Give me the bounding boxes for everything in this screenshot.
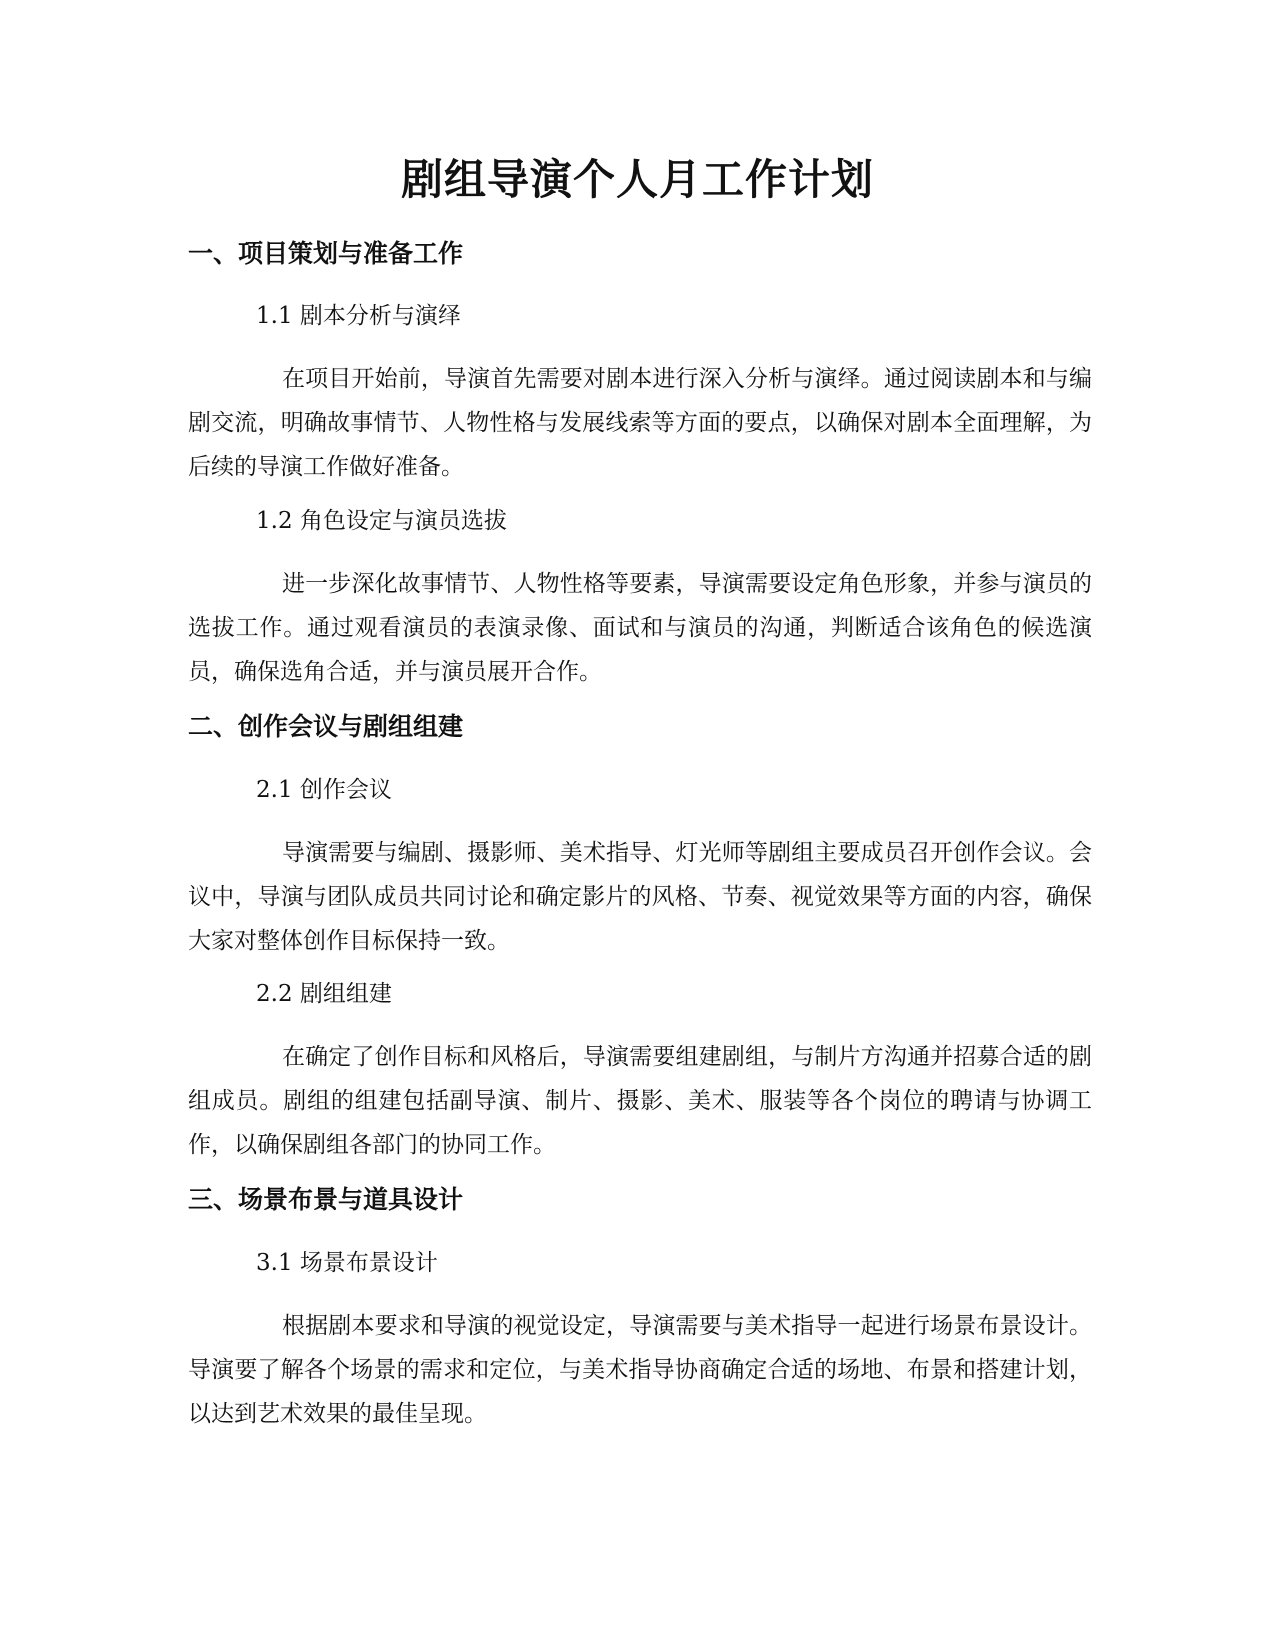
paragraph-1-1: 在项目开始前，导演首先需要对剧本进行深入分析与演绎。通过阅读剧本和与编剧交流，明确故事情节、人物性格与发展线索等方面的要点，以确保对剧本全面理解，为后续的导演工作做好准备。 — [188, 366, 1092, 480]
paragraph-1-2: 进一步深化故事情节、人物性格等要素，导演需要设定角色形象，并参与演员的选拔工作。通过观看演员的表演录像、面试和与演员的沟通，判断适合该角色的候选演员，确保选角合适，并与演员展开合作。 — [188, 571, 1092, 685]
subsection-heading-1-1: 1.1 剧本分析与演绎 — [256, 303, 461, 329]
section-heading-1: 一、项目策划与准备工作 — [188, 239, 464, 268]
paragraph-2-1: 导演需要与编剧、摄影师、美术指导、灯光师等剧组主要成员召开创作会议。会议中，导演与团队成员共同讨论和确定影片的风格、节奏、视觉效果等方面的内容，确保大家对整体创作目标保持一致。 — [188, 840, 1092, 954]
subsection-heading-2-1: 2.1 创作会议 — [256, 777, 392, 803]
subsection-heading-2-2: 2.2 剧组组建 — [256, 981, 392, 1007]
section-heading-3: 三、场景布景与道具设计 — [188, 1185, 464, 1214]
document-title: 剧组导演个人月工作计划 — [400, 155, 874, 204]
subsection-heading-1-2: 1.2 角色设定与演员选拔 — [256, 508, 507, 534]
section-heading-2: 二、创作会议与剧组组建 — [188, 712, 464, 741]
paragraph-3-1: 根据剧本要求和导演的视觉设定，导演需要与美术指导一起进行场景布景设计。导演要了解各个场景的需求和定位，与美术指导协商确定合适的场地、布景和搭建计划，以达到艺术效果的最佳呈现。 — [188, 1313, 1092, 1427]
subsection-heading-3-1: 3.1 场景布景设计 — [256, 1250, 438, 1276]
paragraph-2-2: 在确定了创作目标和风格后，导演需要组建剧组，与制片方沟通并招募合适的剧组成员。剧组的组建包括副导演、制片、摄影、美术、服装等各个岗位的聘请与协调工作，以确保剧组各部门的协同工作。 — [188, 1044, 1092, 1158]
